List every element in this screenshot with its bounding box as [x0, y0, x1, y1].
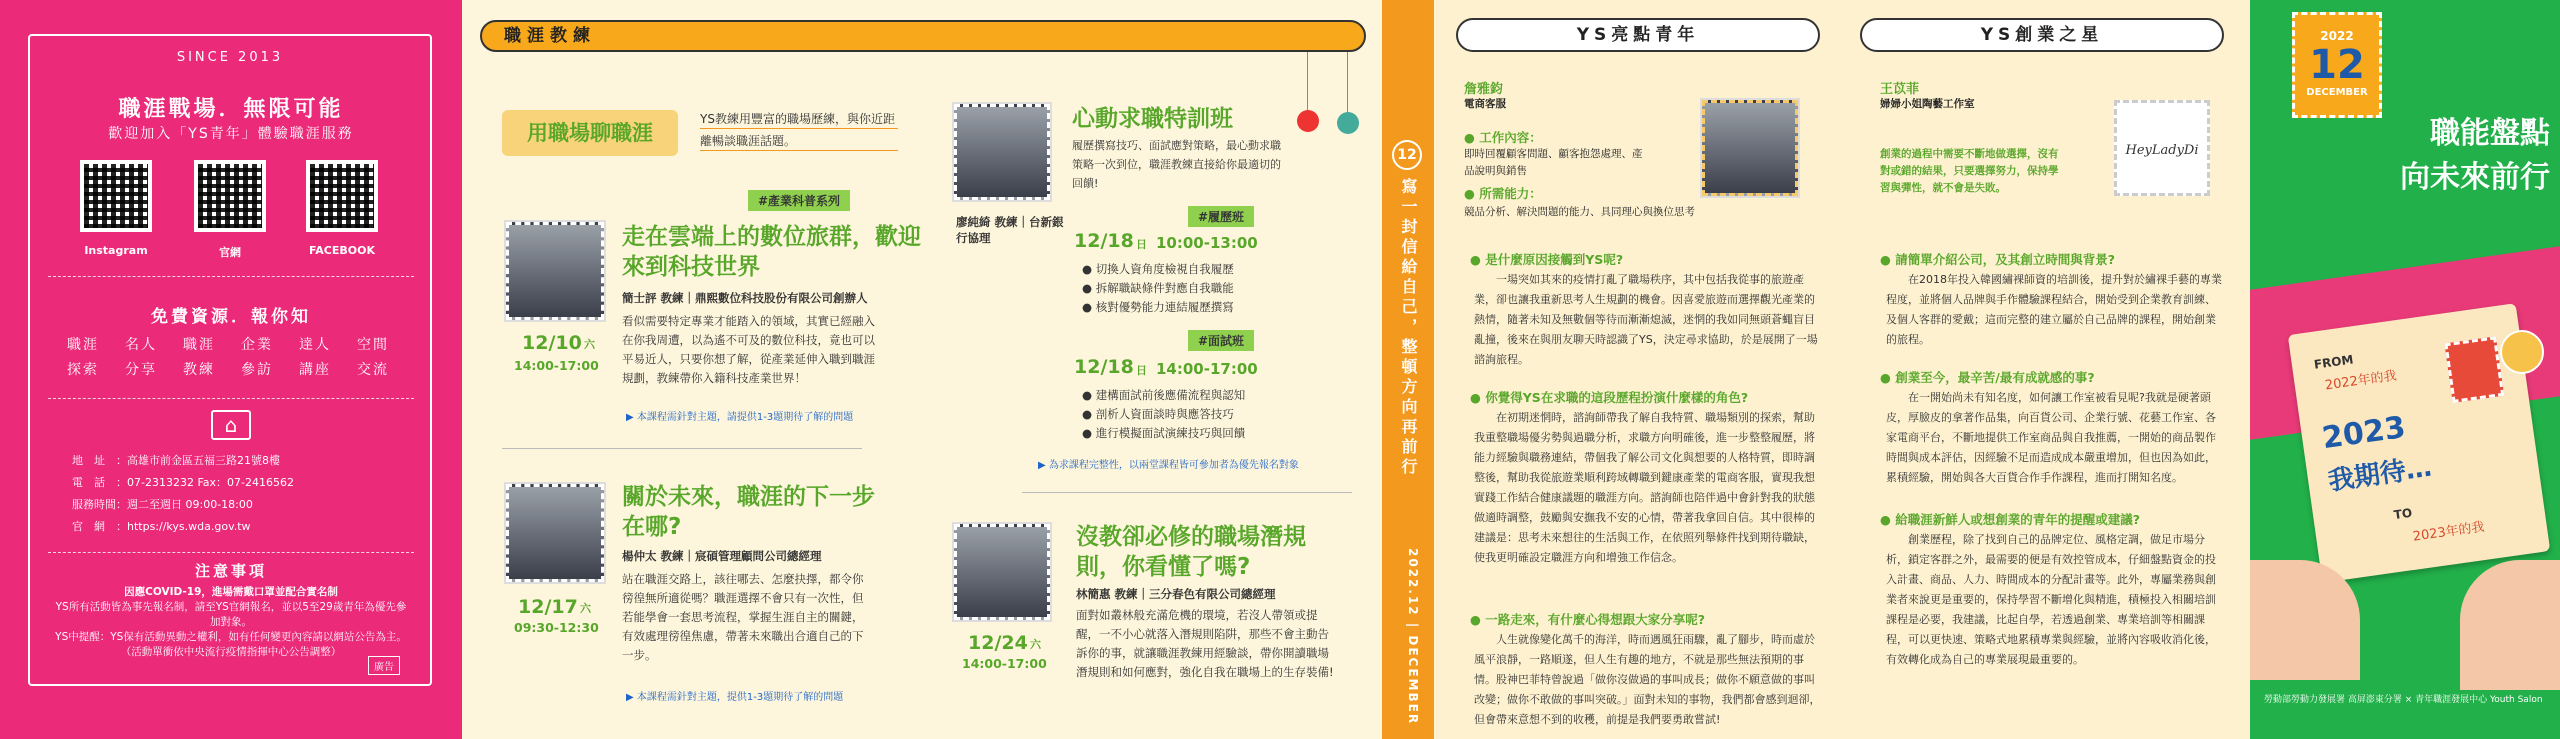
cover-title-line: 向未來前行: [2400, 160, 2550, 195]
tag-resume: #履歷班: [1188, 206, 1254, 227]
coach-photo: [954, 524, 1050, 620]
cover-footer: 勞動部勞動力發展署 高屏澎東分署 × 青年職涯發展中心 Youth Salon: [2264, 695, 2543, 705]
info-phone: [72, 474, 294, 490]
coach-photo: [506, 484, 604, 582]
event4-date: 12/24: [968, 632, 1028, 654]
list-item-text: 切換人資角度檢視自我履歷: [1095, 262, 1234, 276]
grid-cell: 職涯: [67, 337, 99, 353]
tag-industry: #產業科普系列: [748, 190, 850, 211]
notice-line: （活動單衝依中央流行疫情指揮中心公告調整）: [120, 646, 342, 658]
panel-cover: [2250, 0, 2560, 739]
qr-label-website: 官網: [219, 246, 241, 259]
cover-title: [2320, 112, 2550, 200]
list-item-text: 進行模擬面試演練技巧與回饋: [1095, 426, 1246, 440]
event3-time1: 10:00-13:00: [1156, 234, 1258, 252]
postcard-from-value: 2022年的我: [2324, 368, 2398, 394]
grid-cell: 交流: [357, 362, 389, 378]
phone-key: 電 話: [72, 476, 105, 489]
notice-line: YS所有活動皆為事先報名制，請至YS官網報名，並以5至29歲青年為優先參加對象。: [55, 601, 407, 628]
list-item-text: 拆解職缺條件對應自我職能: [1095, 281, 1234, 295]
event3-date2: 12/18: [1074, 356, 1134, 378]
tag-interview: #面試班: [1188, 330, 1254, 351]
list-item: ● 核對優勢能力連結履歷撰寫: [1082, 300, 1234, 314]
event3-link[interactable]: ▶ 為求課程完整性，以兩堂課程皆可參加者為優先報名對象: [1038, 460, 1299, 471]
grid-cell: 教練: [183, 362, 215, 378]
ornament-string: [1307, 52, 1308, 112]
qr-website[interactable]: [194, 160, 266, 232]
info-hours: [72, 496, 253, 512]
event2-link[interactable]: ▶ 本課程需針對主題，提供1-3題期待了解的問題: [626, 692, 844, 703]
event3-time2: 14:00-17:00: [1156, 360, 1258, 378]
event2-date: 12/17: [518, 596, 578, 618]
underline: [700, 128, 898, 129]
stamp-month-en: DECEMBER: [2306, 87, 2368, 98]
event3-desc: 履歷撰寫技巧、面試應對策略，最心動求職策略一次到位，職涯教練直接給你最適切的回饋!: [1072, 139, 1281, 190]
hours-key: 服務時間: [72, 498, 116, 511]
startup-star-header: YS創業之星: [1860, 18, 2224, 52]
grid-cell: 企業: [241, 337, 273, 353]
brand-logo: HeyLadyDi: [2114, 100, 2210, 196]
service-grid: [54, 333, 404, 383]
event4-title: 沒教卻必修的職場潛規則，你看懂了嗎?: [1076, 524, 1306, 580]
postcard-message: 我期待…: [2326, 452, 2434, 497]
divider: [1022, 492, 1352, 493]
postage-stamp: [2444, 336, 2504, 403]
phone-value: ：07-2313232 Fax：07-2416562: [116, 476, 294, 489]
panel-coach: [462, 0, 1382, 739]
qr-label-instagram: Instagram: [84, 244, 148, 257]
question: ● 是什麼原因接觸到YS呢?: [1470, 252, 1624, 267]
event4-body: 面對如叢林般充滿危機的環境，若沒人帶領或提醒，一不小心就落入潛規則陷阱，那些不會主動告訴你的事，就讓職涯教練用經驗談，帶你開讀職場潛規則和如何應對，強化自我在職場上的生存裝備!: [1076, 608, 1334, 679]
list-item: ● 進行模擬面試演練技巧與回饋: [1082, 426, 1246, 440]
coach-photo: [954, 104, 1050, 200]
speech-bubble: 用職場聊職涯: [502, 110, 678, 156]
panel-stories: [1434, 0, 2250, 739]
event1-link[interactable]: ▶ 本課程需針對主題，請提供1-3題期待了解的問題: [626, 412, 854, 423]
notice-title: 注意事項: [194, 562, 267, 580]
hours-value: ：週二至週日 09:00-18:00: [116, 498, 253, 511]
event4-coach: 林簡惠 教練｜三分春色有限公司總經理: [1076, 587, 1276, 601]
divider: [48, 398, 414, 399]
grid-cell: 名人: [125, 337, 157, 353]
event3-day1: 日: [1136, 238, 1147, 251]
profile-job: 電商客服: [1464, 98, 1506, 110]
event4-day: 六: [1030, 638, 1041, 651]
work-content: 即時回覆顧客問題、顧客抱怨處理、產品說明與銷售: [1464, 148, 1643, 177]
answer: 在2018年投入韓國繡裸師資的培訓後，提升對於繡裸手藝的專業程度，並將個人品牌與手作體驗課程結合，開始受到企業教育訓練、及個人客群的愛戴；這而完整的建立屬於自己品牌的課程，開始創業的旅程。: [1886, 273, 2222, 346]
event3-list1: [1082, 260, 1302, 317]
qr-facebook[interactable]: [306, 160, 378, 232]
free-resources-title: 免費資源．報你知: [151, 307, 311, 327]
question: ● 你覺得YS在求職的這段歷程扮演什麼樣的角色?: [1470, 390, 1749, 405]
coach-photo: [506, 222, 604, 320]
address-value: ：高雄市前金區五福三路21號8樓: [116, 454, 280, 467]
event3-day2: 日: [1136, 364, 1147, 377]
info-address: [72, 452, 280, 468]
question: ● 給職涯新鮮人或想創業的青年的提醒或建議?: [1880, 512, 2141, 527]
qr-label-facebook: FACEBOOK: [309, 244, 375, 257]
event1-time: 14:00-17:00: [514, 358, 599, 373]
list-item: ● 拆解職缺條件對應自我職能: [1082, 281, 1234, 295]
ornament-string: [1347, 52, 1348, 114]
grid-cell: 講座: [299, 362, 331, 378]
notice-line: YS中提醒：YS保有活動異動之權利，如有任何變更內容請以網站公告為主。: [55, 631, 407, 643]
event3-list2: [1082, 386, 1302, 443]
event1-coach: 簡士評 教練｜鼎熙數位科技股份有限公司創辦人: [622, 291, 868, 305]
work-content-label: ● 工作內容：: [1464, 130, 1542, 145]
postcard-to: TO: [2392, 505, 2413, 523]
event3-date1: 12/18: [1074, 230, 1134, 252]
website-link[interactable]: ：https://kys.wda.gov.tw: [116, 520, 251, 533]
event1-title: 走在雲端上的數位旅群，歡迎來到科技世界: [622, 224, 921, 280]
info-title: 職涯戰場．無限可能: [118, 97, 344, 122]
answer: 在初期迷惘時，諮詢師帶我了解自我特質、職場類別的探索，幫助我重整職場優劣勢與過職分析，求職方向明確後，進一步整整履歷，將能力經驗與職務連結，帶個我了解公司文化與想要的人格特質，即時調整後，幫助我從旅遊業順利跨域轉職到鍵康產業的電商客服，實現我想實踐工作結合健康議題的職涯方向。諮詢師也陪伴過中會針對我的狀態做適時調整，鼓勵與安撫我不安的心情，帶著我拿回自信。其中很棒的建議是：思考未來想往的生活與工作，在依照列舉條件找到期待職缺，使我更明確設定職涯方向和增強工作信念。: [1474, 411, 1815, 564]
website-key: 官 網: [72, 520, 105, 533]
list-item: ● 切換人資角度檢視自我履歷: [1082, 262, 1234, 276]
coach-intro: YS教練用豐富的職場歷練，與你近距離暢談職涯話題。: [700, 112, 895, 148]
since-label: SINCE 2013: [160, 50, 300, 65]
list-item: ● 建構面試前後應備流程與認知: [1082, 388, 1246, 402]
answer: 人生就像變化萬千的海洋，時而遇風狂雨驟，亂了腳步，時而虛於風平浪靜，一路順遂，但人生有趣的地方，不就是那些無法預期的事情。股神巴菲特曾說過「做你沒做過的事叫成長；做你不願意做的事叫改變；做你不敢做的事叫突破。」面對未知的事物，我們都會感到迴卻，但會帶來意想不到的收穫，前提是我們要勇敢嘗試!: [1474, 633, 1821, 726]
ornament: [1297, 110, 1319, 132]
answer: 一場突如其來的疫情打亂了職場秩序，其中包括我從事的旅遊產業，卻也讓我重新思考人生規劃的機會。因喜愛旅遊而選擇觀光產業的熱情，隨著未知及無數個等待而漸漸熄滅，迷惘的我如同無頭蒼蠅盲目亂撞，後來在與朋友聊天時認識了YS，決定尋求協助，於是展開了一場諮詢旅程。: [1474, 273, 1818, 366]
grid-cell: 分享: [125, 362, 157, 378]
event1-day: 六: [584, 338, 595, 351]
info-subtitle: 歡迎加入「YS青年」體驗職涯服務: [108, 126, 354, 142]
stamp-month: 12: [2309, 42, 2365, 88]
profile-photo: [1702, 100, 1798, 196]
profile-name: 詹雅鈞: [1464, 82, 1504, 97]
spine-date: 2022.12 | DECEMBER: [1406, 548, 1420, 726]
event4-time: 14:00-17:00: [962, 656, 1047, 671]
panel-info: [0, 0, 462, 739]
skills: 競品分析、解決問題的能力、具同理心與換位思考: [1464, 206, 1695, 218]
answer: 在一開始尚未有知名度，如何讓工作室被看見呢?我就是硬著頭皮，厚臉皮的拿著作品集，向百貨公司、企業行號、花藝工作室、各家電商平台，不斷地提供工作室商品與自我推薦，一開始的商品製作時間與成本評估，因經驗不足而造成成本嚴重增加，但也因為如此，累積經驗，開始與各大百貨合作手作課程，進而打開知名度。: [1886, 391, 2216, 484]
question: ● 請簡單介紹公司，及其創立時間與背景?: [1880, 252, 2116, 267]
list-item: ● 剖析人資面談時與應答技巧: [1082, 407, 1234, 421]
hand-illustration: [2460, 560, 2560, 690]
event1-body: 看似需要特定專業才能踏入的領域，其實已經融入在你我周遭，以為遙不可及的數位科技，竟也可以平易近人，只要你想了解，從產業延伸入職到職涯規劃，教練帶你入籍科技產業世界！: [622, 314, 875, 385]
postcard-to-value: 2023年的我: [2412, 519, 2486, 545]
question: ● 一路走來，有什麼心得想跟大家分享呢?: [1470, 612, 1706, 627]
postcard-year: 2023: [2320, 409, 2408, 457]
calendar-stamp: [2292, 12, 2382, 118]
hand-illustration: [2250, 560, 2360, 680]
youth-highlight-header: YS亮點青年: [1456, 18, 1820, 52]
profile-name: 王苡菲: [1880, 82, 1920, 97]
notice-text: [52, 585, 410, 660]
address-key: 地 址: [72, 454, 105, 467]
qr-instagram[interactable]: [80, 160, 152, 232]
question: ● 創業至今，最辛苦/最有成就感的事?: [1880, 370, 2095, 385]
grid-cell: 參訪: [241, 362, 273, 378]
divider: [48, 552, 414, 553]
stamp-year: 2022: [2320, 29, 2354, 43]
cover-title-line: 職能盤點: [2430, 116, 2550, 151]
event3-title: 心動求職特訓班: [1072, 106, 1233, 132]
info-website: [72, 518, 251, 534]
divider: [48, 276, 414, 277]
ad-tag: 廣告: [368, 656, 400, 675]
building-icon: ⌂: [211, 410, 251, 440]
profile-quote: 創業的過程中需要不斷地做選擇，沒有對或錯的結果，只要選擇努力，保持學習與彈性，就不會是失敗。: [1880, 148, 2059, 194]
badge-icon: [2500, 330, 2544, 374]
coach-header: 職涯教練: [480, 20, 1366, 52]
underline: [700, 150, 898, 151]
list-item-text: 建構面試前後應備流程與認知: [1095, 388, 1246, 402]
answer: 創業歷程，除了找到自己的品牌定位、風格定調，做足市場分析，鎖定客群之外，最需要的便是有效控管成本，仔細盤點資金的投入計畫、商品、人力、時間成本的分配計畫等。此外，專屬業務與創業者來說更是重要的，保持學習不斷增化與精進，積極投入相關培訓課程是必要，我建議，比起自學，若透過創業、專業培訓等相關課程，可以更快速、策略式地累積專業與經驗，並將內容吸收消化後，有效轉化成為自己的專業展現最重要的。: [1886, 533, 2216, 666]
panel-spine: [1382, 0, 1434, 739]
list-item-text: 剖析人資面談時與應答技巧: [1095, 407, 1234, 421]
event3-coach: 廖純綺 教練｜台新銀行協理: [956, 215, 1064, 245]
event1-date: 12/10: [522, 332, 582, 354]
event2-body: 站在職涯交路上，該往哪去、怎麼抉擇，都令你徬徨無所適從嗎？職涯選擇不會只有一次性，但若能學會一套思考流程，掌握生涯自主的關鍵，有效處理徬徨焦慮，帶著未來職出合適自己的下一步。: [622, 572, 864, 662]
grid-cell: 職涯: [183, 337, 215, 353]
event2-coach: 楊仲太 教練｜宸碩管理顧問公司總經理: [622, 549, 822, 563]
list-item-text: 核對優勢能力連結履歷撰寫: [1095, 300, 1234, 314]
event2-day: 六: [580, 602, 591, 615]
notice-line: 因應COVID-19，進場需戴口罩並配合實名制: [124, 586, 338, 598]
postcard-from: FROM: [2313, 352, 2355, 372]
skills-label: ● 所需能力：: [1464, 186, 1542, 201]
spine-title: 寫一封信給自己，整頓方向再前行: [1399, 178, 1418, 478]
issue-number: 12: [1392, 140, 1422, 170]
grid-cell: 空間: [357, 337, 389, 353]
divider: [502, 448, 862, 449]
grid-cell: 探索: [67, 362, 99, 378]
event2-time: 09:30-12:30: [514, 620, 599, 635]
grid-cell: 達人: [299, 337, 331, 353]
event2-title: 關於未來，職涯的下一步在哪?: [622, 484, 875, 540]
profile-job: 婦婦小姐陶藝工作室: [1880, 98, 1975, 110]
ornament: [1337, 112, 1359, 134]
